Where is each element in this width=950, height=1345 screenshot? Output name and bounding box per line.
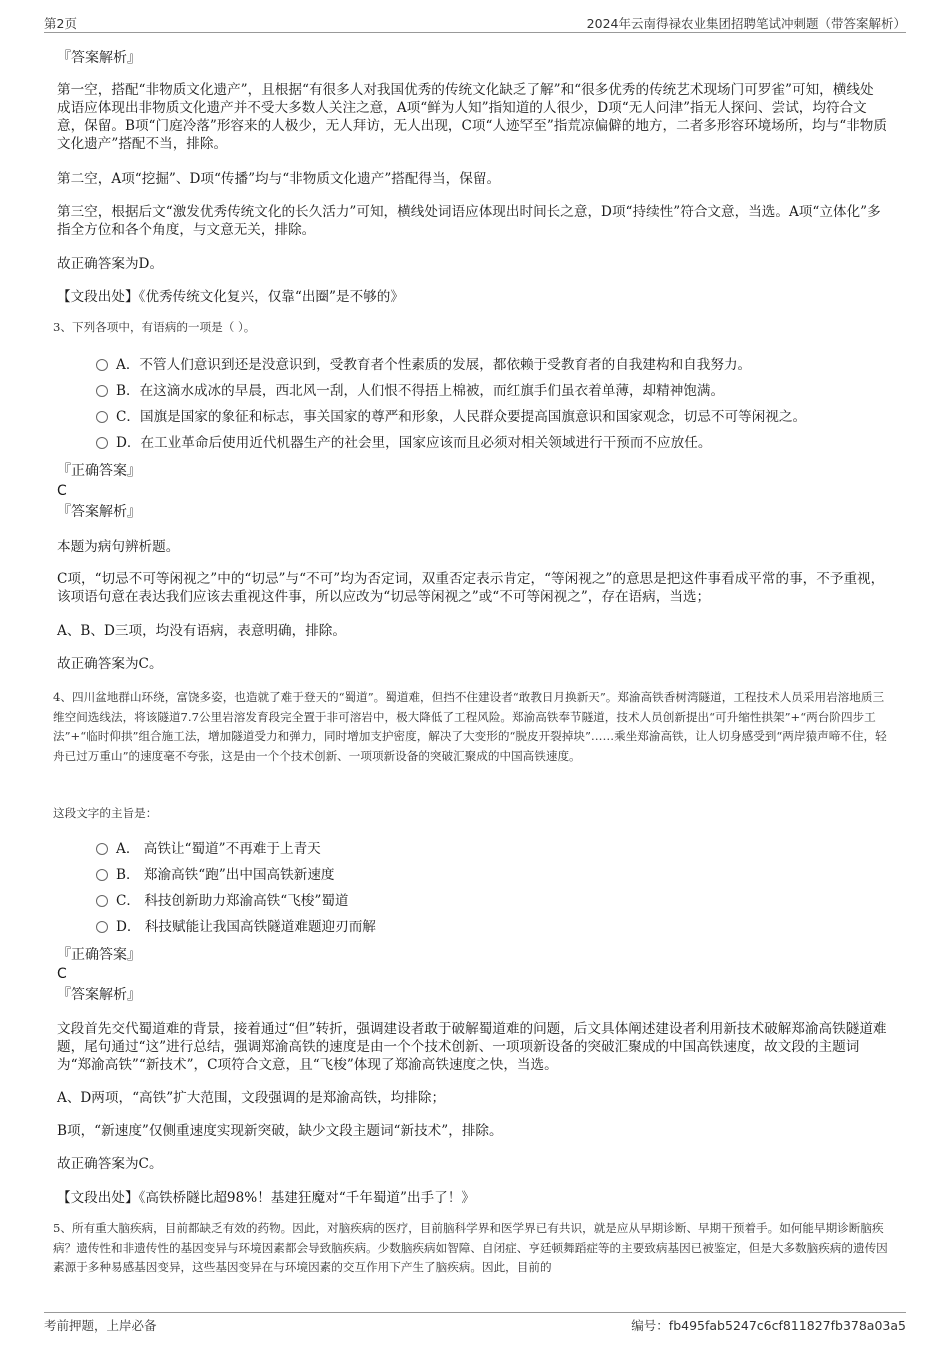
radio-icon[interactable] xyxy=(96,359,108,371)
option-text: A．不管人们意识到还是没意识到，受教育者个性素质的发展，都依赖于受教育者的自我建构和自我努力。 xyxy=(116,357,752,373)
page-number: 第2页 xyxy=(44,16,77,31)
q5-stem: 5、所有重大脑疾病，目前都缺乏有效的药物。因此，对脑疾病的医疗，目前脑科学界和医学界已有共识，就是应从早期诊断、早期干预着手。如何能早期诊断脑疾病？遗传性和非遗传性的基因变异与环境因素都会导致脑疾病。少数脑疾病如智障、自闭症、亨廷顿舞蹈症等的主要致病基因已被鉴定，但是大多数脑疾病的遗传因素源于多种易感基因变异，这些基因变异在与环境因素的交互作用下产生了脑疾病。因此，目前的 xyxy=(53,1221,888,1274)
q3-stem: 3、下列各项中，有语病的一项是（ ）。 xyxy=(53,320,256,334)
option-text: D． 科技赋能让我国高铁隧道难题迎刃而解 xyxy=(116,919,376,935)
q4-option-c[interactable] xyxy=(96,892,896,910)
q3-option-b[interactable] xyxy=(96,382,896,400)
radio-icon[interactable] xyxy=(96,411,108,423)
radio-icon[interactable] xyxy=(96,385,108,397)
document-id: 编号：fb495fab5247c6cf811827fb378a03a5 xyxy=(631,1318,906,1333)
radio-icon[interactable] xyxy=(96,437,108,449)
option-text: B． 郑渝高铁“跑”出中国高铁新速度 xyxy=(116,867,335,883)
q3-option-c[interactable] xyxy=(96,408,896,426)
q4-option-b[interactable] xyxy=(96,866,896,884)
q3-option-d[interactable] xyxy=(96,434,896,452)
q4-analysis-p2: A、D两项，“高铁”扩大范围，文段强调的是郑渝高铁，均排除； xyxy=(57,1090,446,1106)
radio-icon[interactable] xyxy=(96,921,108,933)
q3-analysis-p3: A、B、D三项，均没有语病，表意明确，排除。 xyxy=(57,623,346,639)
q2-analysis-p2: 第二空，A项“挖掘”、D项“传播”均与“非物质文化遗产”搭配得当，保留。 xyxy=(57,171,501,187)
q2-analysis-p3: 第三空，根据后文“激发优秀传统文化的长久活力”可知，横线处词语应体现出时间长之意，D项“持续性”符合文意，当选。A项“立体化”多指全方位和各个角度，与文意无关，排除。 xyxy=(57,204,881,238)
q4-analysis-label: 『答案解析』 xyxy=(57,987,141,1003)
page-header xyxy=(44,14,906,33)
radio-icon[interactable] xyxy=(96,843,108,855)
q4-stem: 4、四川盆地群山环绕，富饶多姿，也造就了难于登天的“蜀道”。蜀道难，但挡不住建设者“敢教日月换新天”。郑渝高铁香树湾隧道，工程技术人员采用岩溶地质三维空间选线法，将该隧道7.7公里岩溶发育段完全置于非可溶岩中，极大降低了工程风险。郑渝高铁奉节隧道，技术人员创新提出“可升缩性拱架”+“两台阶四步工法”+“临时仰拱”组合施工法，增加隧道受力和弹力，同时增加支护密度，解决了大变形的“脱皮开裂掉块”……乘坐郑渝高铁，让人切身感受到“两岸猿声啼不住，轻舟已过万重山”的速度毫不夸张，这是由一个个技术创新、一项项新设备的突破汇聚成的中国高铁速度。 xyxy=(53,690,887,763)
q3-conclusion: 故正确答案为C。 xyxy=(57,656,163,672)
q3-analysis-p2: C项，“切忌不可等闲视之”中的“切忌”与“不可”均为否定词，双重否定表示肯定，“等闲视之”的意思是把这件事看成平常的事，不予重视，该项语句意在表达我们应该去重视这件事，所以应改为“切忌等闲视之”或“不可等闲视之”，存在语病，当选； xyxy=(57,571,885,605)
q4-correct-answer: C xyxy=(57,966,67,982)
option-text: B．在这滴水成冰的早晨，西北风一刮，人们恨不得捂上棉被，而红旗手们虽衣着单薄，却精神饱满。 xyxy=(116,383,725,399)
radio-icon[interactable] xyxy=(96,869,108,881)
q2-source: 【文段出处】《优秀传统文化复兴，仅靠“出圈”是不够的》 xyxy=(57,289,404,305)
q3-analysis-p1: 本题为病句辨析题。 xyxy=(57,539,180,555)
q3-correct-answer: C xyxy=(57,483,67,499)
q4-option-a[interactable] xyxy=(96,840,896,858)
q3-analysis-label: 『答案解析』 xyxy=(57,504,141,520)
q2-analysis-p1: 第一空，搭配“非物质文化遗产”，且根据“有很多人对我国优秀的传统文化缺乏了解”和“很多优秀的传统艺术现场门可罗雀”可知，横线处成语应体现出非物质文化遗产并不受大多数人关注之意，A项“鲜为人知”指知道的人很少，D项“无人问津”指无人探问、尝试，均符合文意，保留。B项“门庭冷落”形容来的人极少，无人拜访，无人出现，C项“人迹罕至”指荒凉偏僻的地方，二者多形容环境场所，均与“非物质文化遗产”搭配不当，排除。 xyxy=(57,82,887,152)
q4-source: 【文段出处】《高铁桥隧比超98%！基建狂魔对“千年蜀道”出手了！》 xyxy=(57,1190,475,1206)
q4-question: 这段文字的主旨是： xyxy=(53,806,158,820)
q3-option-a[interactable] xyxy=(96,356,896,374)
q2-conclusion: 故正确答案为D。 xyxy=(57,256,164,272)
q4-option-d[interactable] xyxy=(96,918,896,936)
q2-analysis-label: 『答案解析』 xyxy=(57,50,141,66)
q4-conclusion: 故正确答案为C。 xyxy=(57,1156,163,1172)
option-text: C．国旗是国家的象征和标志，事关国家的尊严和形象，人民群众要提高国旗意识和国家观念，切忌不可等闲视之。 xyxy=(116,409,807,425)
footer-slogan: 考前押题，上岸必备 xyxy=(44,1318,157,1333)
option-text: A． 高铁让“蜀道”不再难于上青天 xyxy=(116,841,321,857)
q3-correct-label: 『正确答案』 xyxy=(57,463,141,479)
option-text: D．在工业革命后使用近代机器生产的社会里，国家应该而且必须对相关领域进行干预而不应放任。 xyxy=(116,435,712,451)
page-footer xyxy=(44,1312,906,1336)
q4-analysis-p1: 文段首先交代蜀道难的背景，接着通过“但”转折，强调建设者敢于破解蜀道难的问题，后文具体阐述建设者利用新技术破解郑渝高铁隧道难题，尾句通过“这”进行总结，强调郑渝高铁的速度是由一个个技术创新、一项项新设备的突破汇聚成的中国高铁速度，故文段的主题词为“郑渝高铁”“新技术”，C项符合文意，且“飞梭”体现了郑渝高铁速度之快，当选。 xyxy=(57,1021,887,1073)
radio-icon[interactable] xyxy=(96,895,108,907)
option-text: C． 科技创新助力郑渝高铁“飞梭”蜀道 xyxy=(116,893,349,909)
q4-analysis-p3: B项，“新速度”仅侧重速度实现新突破，缺少文段主题词“新技术”，排除。 xyxy=(57,1123,503,1139)
document-title: 2024年云南得禄农业集团招聘笔试冲刺题（带答案解析） xyxy=(586,16,906,31)
q4-correct-label: 『正确答案』 xyxy=(57,947,141,963)
